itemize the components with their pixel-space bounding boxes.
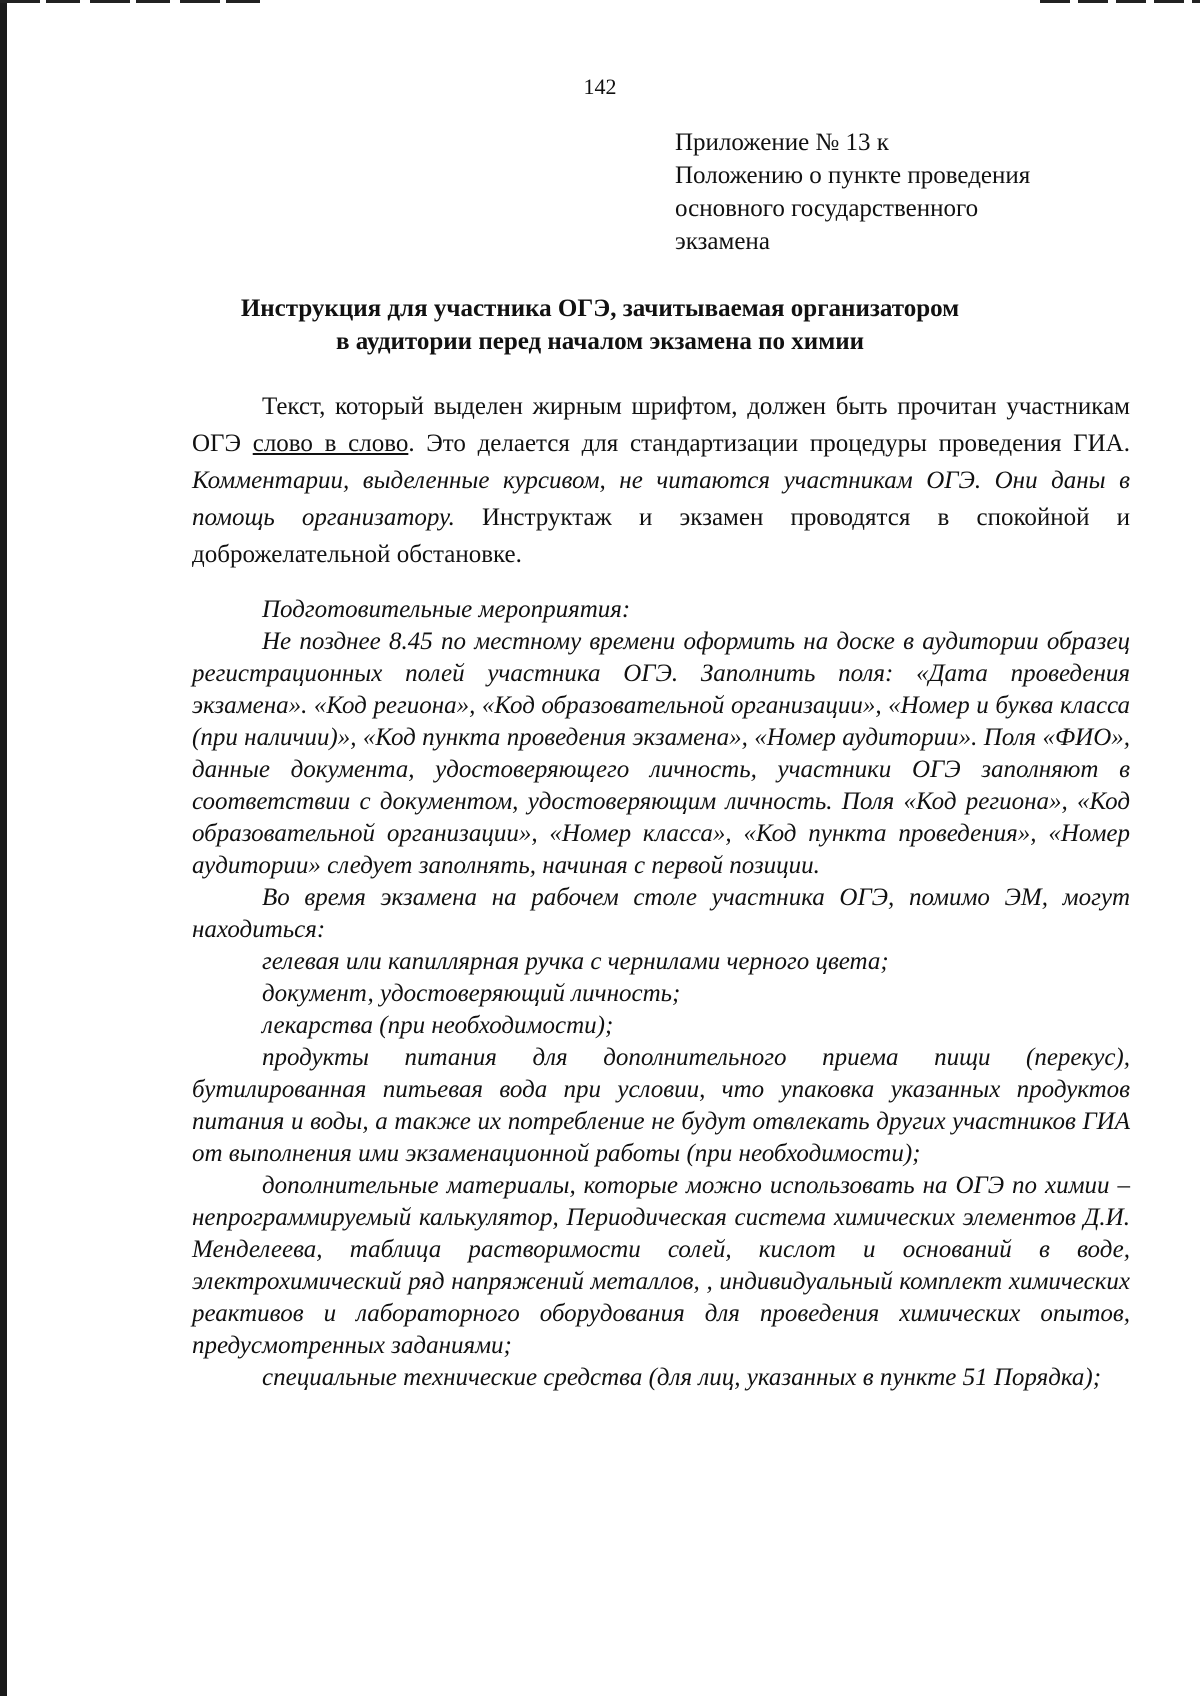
appendix-line: экзамена [675, 228, 770, 255]
title-line-1: Инструкция для участника ОГЭ, зачитываемая организатором [240, 295, 960, 322]
preparation-list-item: дополнительные материалы, которые можно использовать на ОГЭ по химии – непрограммируемый калькулятор, Периодическая система химических элементов Д.И. Менделеева, таблица растворимости солей, кислот и оснований в воде, электрохимический ряд напряжений металлов, , индивидуальный комплект химических реактивов и лабораторного оборудования для проведения химических опытов, предусмотренных заданиями; [192, 1172, 1130, 1359]
intro-paragraph [192, 388, 1130, 573]
intro-section [192, 388, 1130, 573]
appendix-line: Приложение № 13 к [675, 129, 889, 156]
title-line-2: в аудитории перед началом экзамена по химии [335, 328, 865, 355]
preparation-list-item: продукты питания для дополнительного приема пищи (перекус), бутилированная питьевая вода при условии, что упаковка указанных продуктов питания и воды, а также их потребление не будут отвлекать других участников ГИА от выполнения ими экзаменационной работы (при необходимости); [192, 1044, 1130, 1167]
intro-italic-comment: Комментарии, выделенные курсивом, не читаются участникам ОГЭ. Они даны в помощь организатору. [192, 467, 1130, 531]
intro-text-1: Текст, который выделен жирным шрифтом, должен быть прочитан участникам ОГЭ [192, 393, 1130, 457]
preparation-list-item: лекарства (при необходимости); [262, 1012, 614, 1039]
appendix-line: Положению о пункте проведения [675, 162, 1031, 189]
intro-text-2: . Это делается для стандартизации процедуры проведения ГИА. [408, 430, 1130, 457]
preparation-list-item: гелевая или капиллярная ручка с чернилами черного цвета; [262, 948, 889, 975]
preparation-list-item: документ, удостоверяющий личность; [262, 980, 681, 1007]
appendix-line: основного государственного [675, 195, 979, 222]
document-title [150, 292, 1050, 358]
preparation-section [192, 594, 1130, 1394]
intro-text-3: Инструктаж и экзамен проводятся в спокойной и доброжелательной обстановке. [192, 504, 1130, 568]
scan-border-top-right [1040, 0, 1200, 3]
preparation-heading: Подготовительные мероприятия: [262, 596, 631, 623]
page-number: 142 [583, 74, 617, 99]
appendix-note [675, 126, 1030, 258]
scan-border-left [0, 0, 7, 1696]
preparation-list-item: специальные технические средства (для лиц, указанных в пункте 51 Порядка); [262, 1364, 1102, 1391]
intro-underlined-text: слово в слово [252, 430, 409, 457]
preparation-paragraph: Во время экзамена на рабочем столе участника ОГЭ, помимо ЭМ, могут находиться: [192, 884, 1130, 943]
preparation-paragraph: Не позднее 8.45 по местному времени оформить на доске в аудитории образец регистрационных полей участника ОГЭ. Заполнить поля: «Дата проведения экзамена». «Код региона», «Код образовательной организации», «Номер и буква класса (при наличии)», «Код пункта проведения экзамена», «Номер аудитории». Поля «ФИО», данные документа, удостоверяющего личность, участники ОГЭ заполняют в соответствии с документом, удостоверяющим личность. Поля «Код региона», «Код образовательной организации», «Номер класса», «Код пункта проведения», «Номер аудитории» следует заполнять, начиная с первой позиции. [192, 628, 1130, 879]
scan-border-top-left [0, 0, 260, 3]
